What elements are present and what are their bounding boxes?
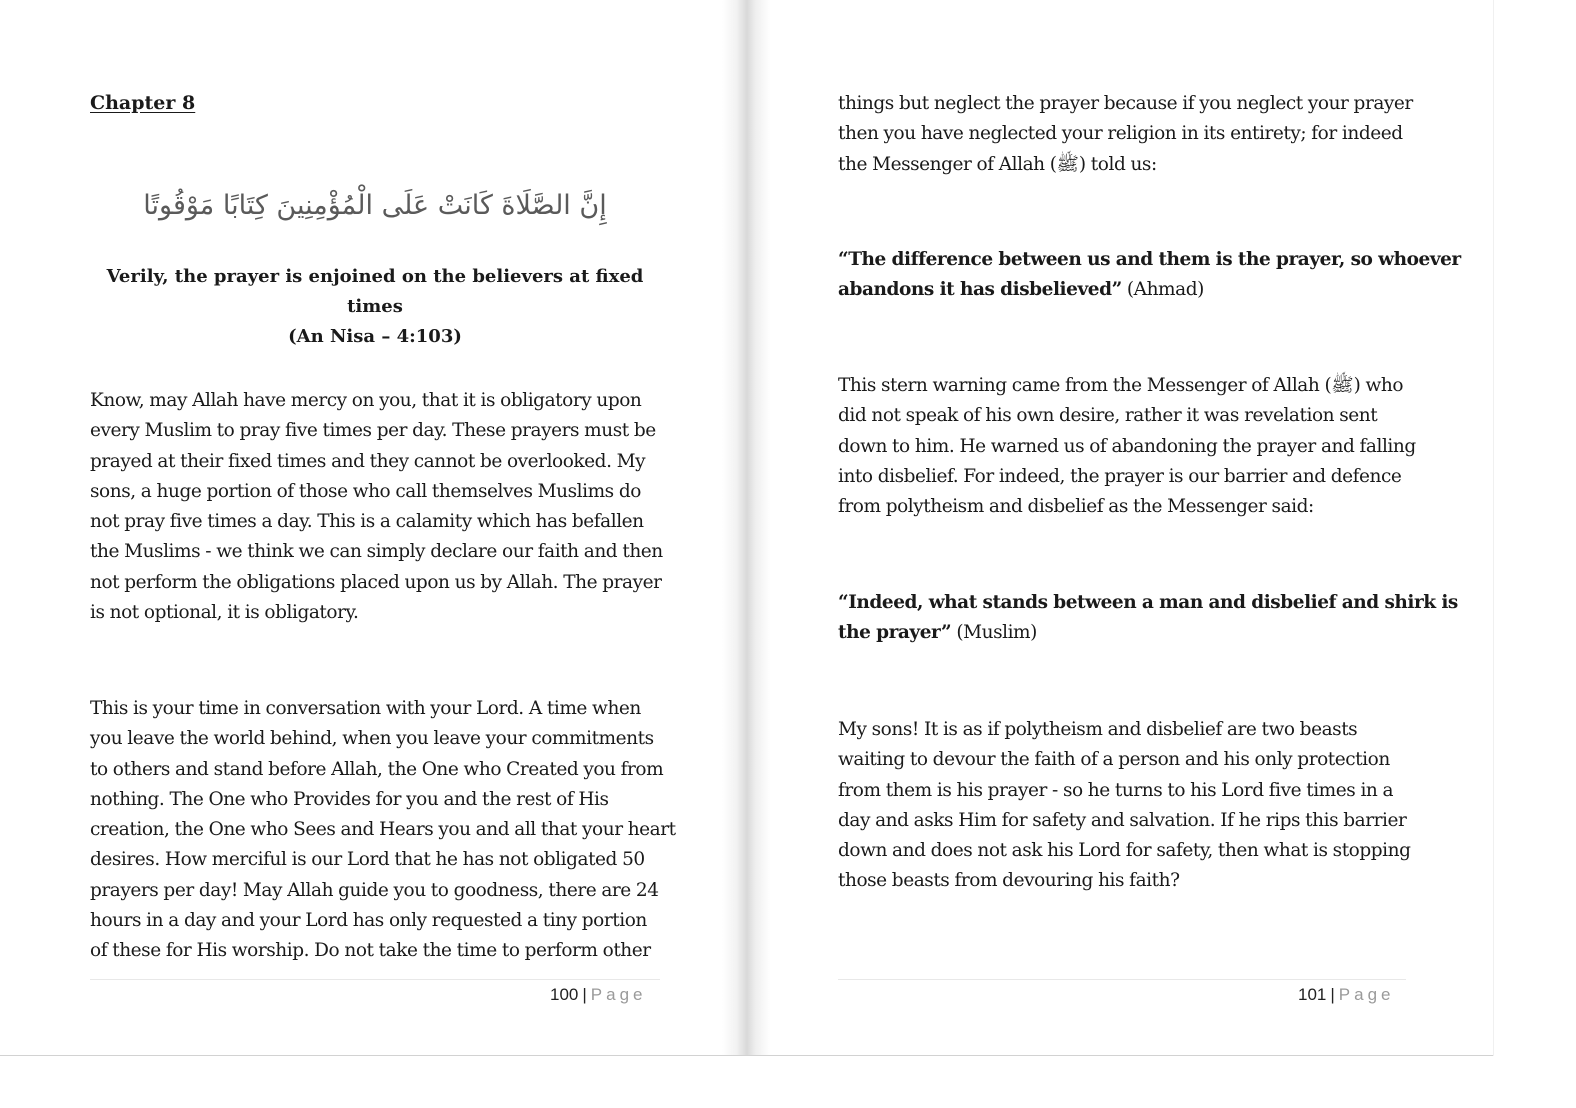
text-line: desires. How merciful is our Lord that he has not obligated 50 [90, 849, 645, 871]
text-line: from polytheism and disbelief as the Messenger said: [838, 496, 1314, 518]
text-line: did not speak of his own desire, rather it was revelation sent [838, 405, 1378, 427]
text-line: waiting to devour the faith of a person and his only protection [838, 749, 1390, 771]
text-line: those beasts from devouring his faith? [838, 870, 1180, 892]
spread-bottom-edge [0, 1055, 1493, 1056]
page-separator: | [582, 985, 587, 1004]
text-line: from them is his prayer - so he turns to his Lord five times in a [838, 779, 1394, 801]
quote-line: “The difference between us and them is the prayer, so whoever [838, 249, 1461, 270]
text-line: things but neglect the prayer because if you neglect your prayer [838, 93, 1413, 114]
text-line: every Muslim to pray five times per day. These prayers must be [90, 420, 656, 442]
spread-right-edge [1493, 0, 1494, 1056]
quote-line-end: the prayer” [838, 622, 952, 644]
hadith-quote-ahmad [838, 245, 1461, 306]
hadith-quote-muslim [838, 588, 1458, 649]
text-line: Know, may Allah have mercy on you, that it is obligatory upon [90, 390, 642, 411]
text-line: prayers per day! May Allah guide you to goodness, there are 24 [90, 879, 659, 901]
text-line: not perform the obligations placed upon us by Allah. The prayer [90, 571, 662, 593]
text-line: is not optional, it is obligatory. [90, 602, 359, 624]
verse-block [90, 262, 660, 352]
left-paragraph-2 [90, 694, 676, 967]
text-line: of these for His worship. Do not take the time to perform other [90, 940, 651, 962]
text-line: down and does not ask his Lord for safety, then what is stopping [838, 840, 1411, 862]
text-line: to others and stand before Allah, the One who Created you from [90, 758, 664, 780]
text-line: sons, a huge portion of those who call themselves Muslims do [90, 480, 641, 502]
text-line: then you have neglected your religion in its entirety; for indeed [838, 123, 1403, 145]
arabic-verse: إِنَّ الصَّلَاةَ كَانَتْ عَلَى الْمُؤْمِنِينَ كِتَابًا مَوْقُوتًا [143, 190, 607, 221]
text-line: the Muslims - we think we can simply declare our faith and then [90, 541, 663, 563]
quote-line-end: abandons it has disbelieved” [838, 279, 1122, 301]
right-paragraph-3 [838, 715, 1410, 897]
text-line: My sons! It is as if polytheism and disbelief are two beasts [838, 719, 1358, 740]
page-footer-100 [550, 985, 647, 1005]
right-paragraph-1 [838, 89, 1413, 180]
text-line: day and asks Him for safety and salvation. If he rips this barrier [838, 809, 1407, 831]
text-line: not pray five times a day. This is a calamity which has befallen [90, 511, 644, 533]
book-gutter-shadow [722, 0, 770, 1056]
footer-divider [838, 979, 1406, 980]
chapter-title: Chapter 8 [90, 92, 196, 114]
text-line: This is your time in conversation with your Lord. A time when [90, 698, 641, 719]
page-number: 100 [550, 985, 579, 1004]
quote-source: (Muslim) [951, 622, 1037, 644]
right-page [748, 0, 1493, 1056]
page-footer-101 [1298, 985, 1395, 1005]
text-line: creation, the One who Sees and Hears you and all that your heart [90, 819, 676, 841]
left-paragraph-1 [90, 386, 663, 628]
text-line: prayed at their fixed times and they cannot be overlooked. My [90, 450, 646, 472]
left-page [0, 0, 740, 1056]
text-line: hours in a day and your Lord has only requested a tiny portion [90, 910, 647, 932]
text-line: down to him. He warned us of abandoning the prayer and falling [838, 435, 1416, 457]
text-line: into disbelief. For indeed, the prayer is our barrier and defence [838, 465, 1402, 487]
text-line: the Messenger of Allah (ﷺ) told us: [838, 153, 1157, 175]
text-line: nothing. The One who Provides for you and the rest of His [90, 788, 609, 810]
verse-translation: Verily, the prayer is enjoined on the believers at fixed times [106, 266, 644, 317]
quote-source: (Ahmad) [1121, 279, 1204, 301]
page-number: 101 [1298, 985, 1327, 1004]
footer-divider [90, 979, 660, 980]
page-label: Page [1338, 985, 1395, 1004]
verse-reference: (An Nisa – 4:103) [288, 326, 462, 347]
text-line: you leave the world behind, when you leave your commitments [90, 728, 654, 750]
page-label: Page [590, 985, 647, 1004]
page-separator: | [1330, 985, 1335, 1004]
text-line: This stern warning came from the Messenger of Allah (ﷺ) who [838, 375, 1404, 396]
right-paragraph-2 [838, 371, 1416, 522]
quote-line: “Indeed, what stands between a man and disbelief and shirk is [838, 592, 1458, 613]
